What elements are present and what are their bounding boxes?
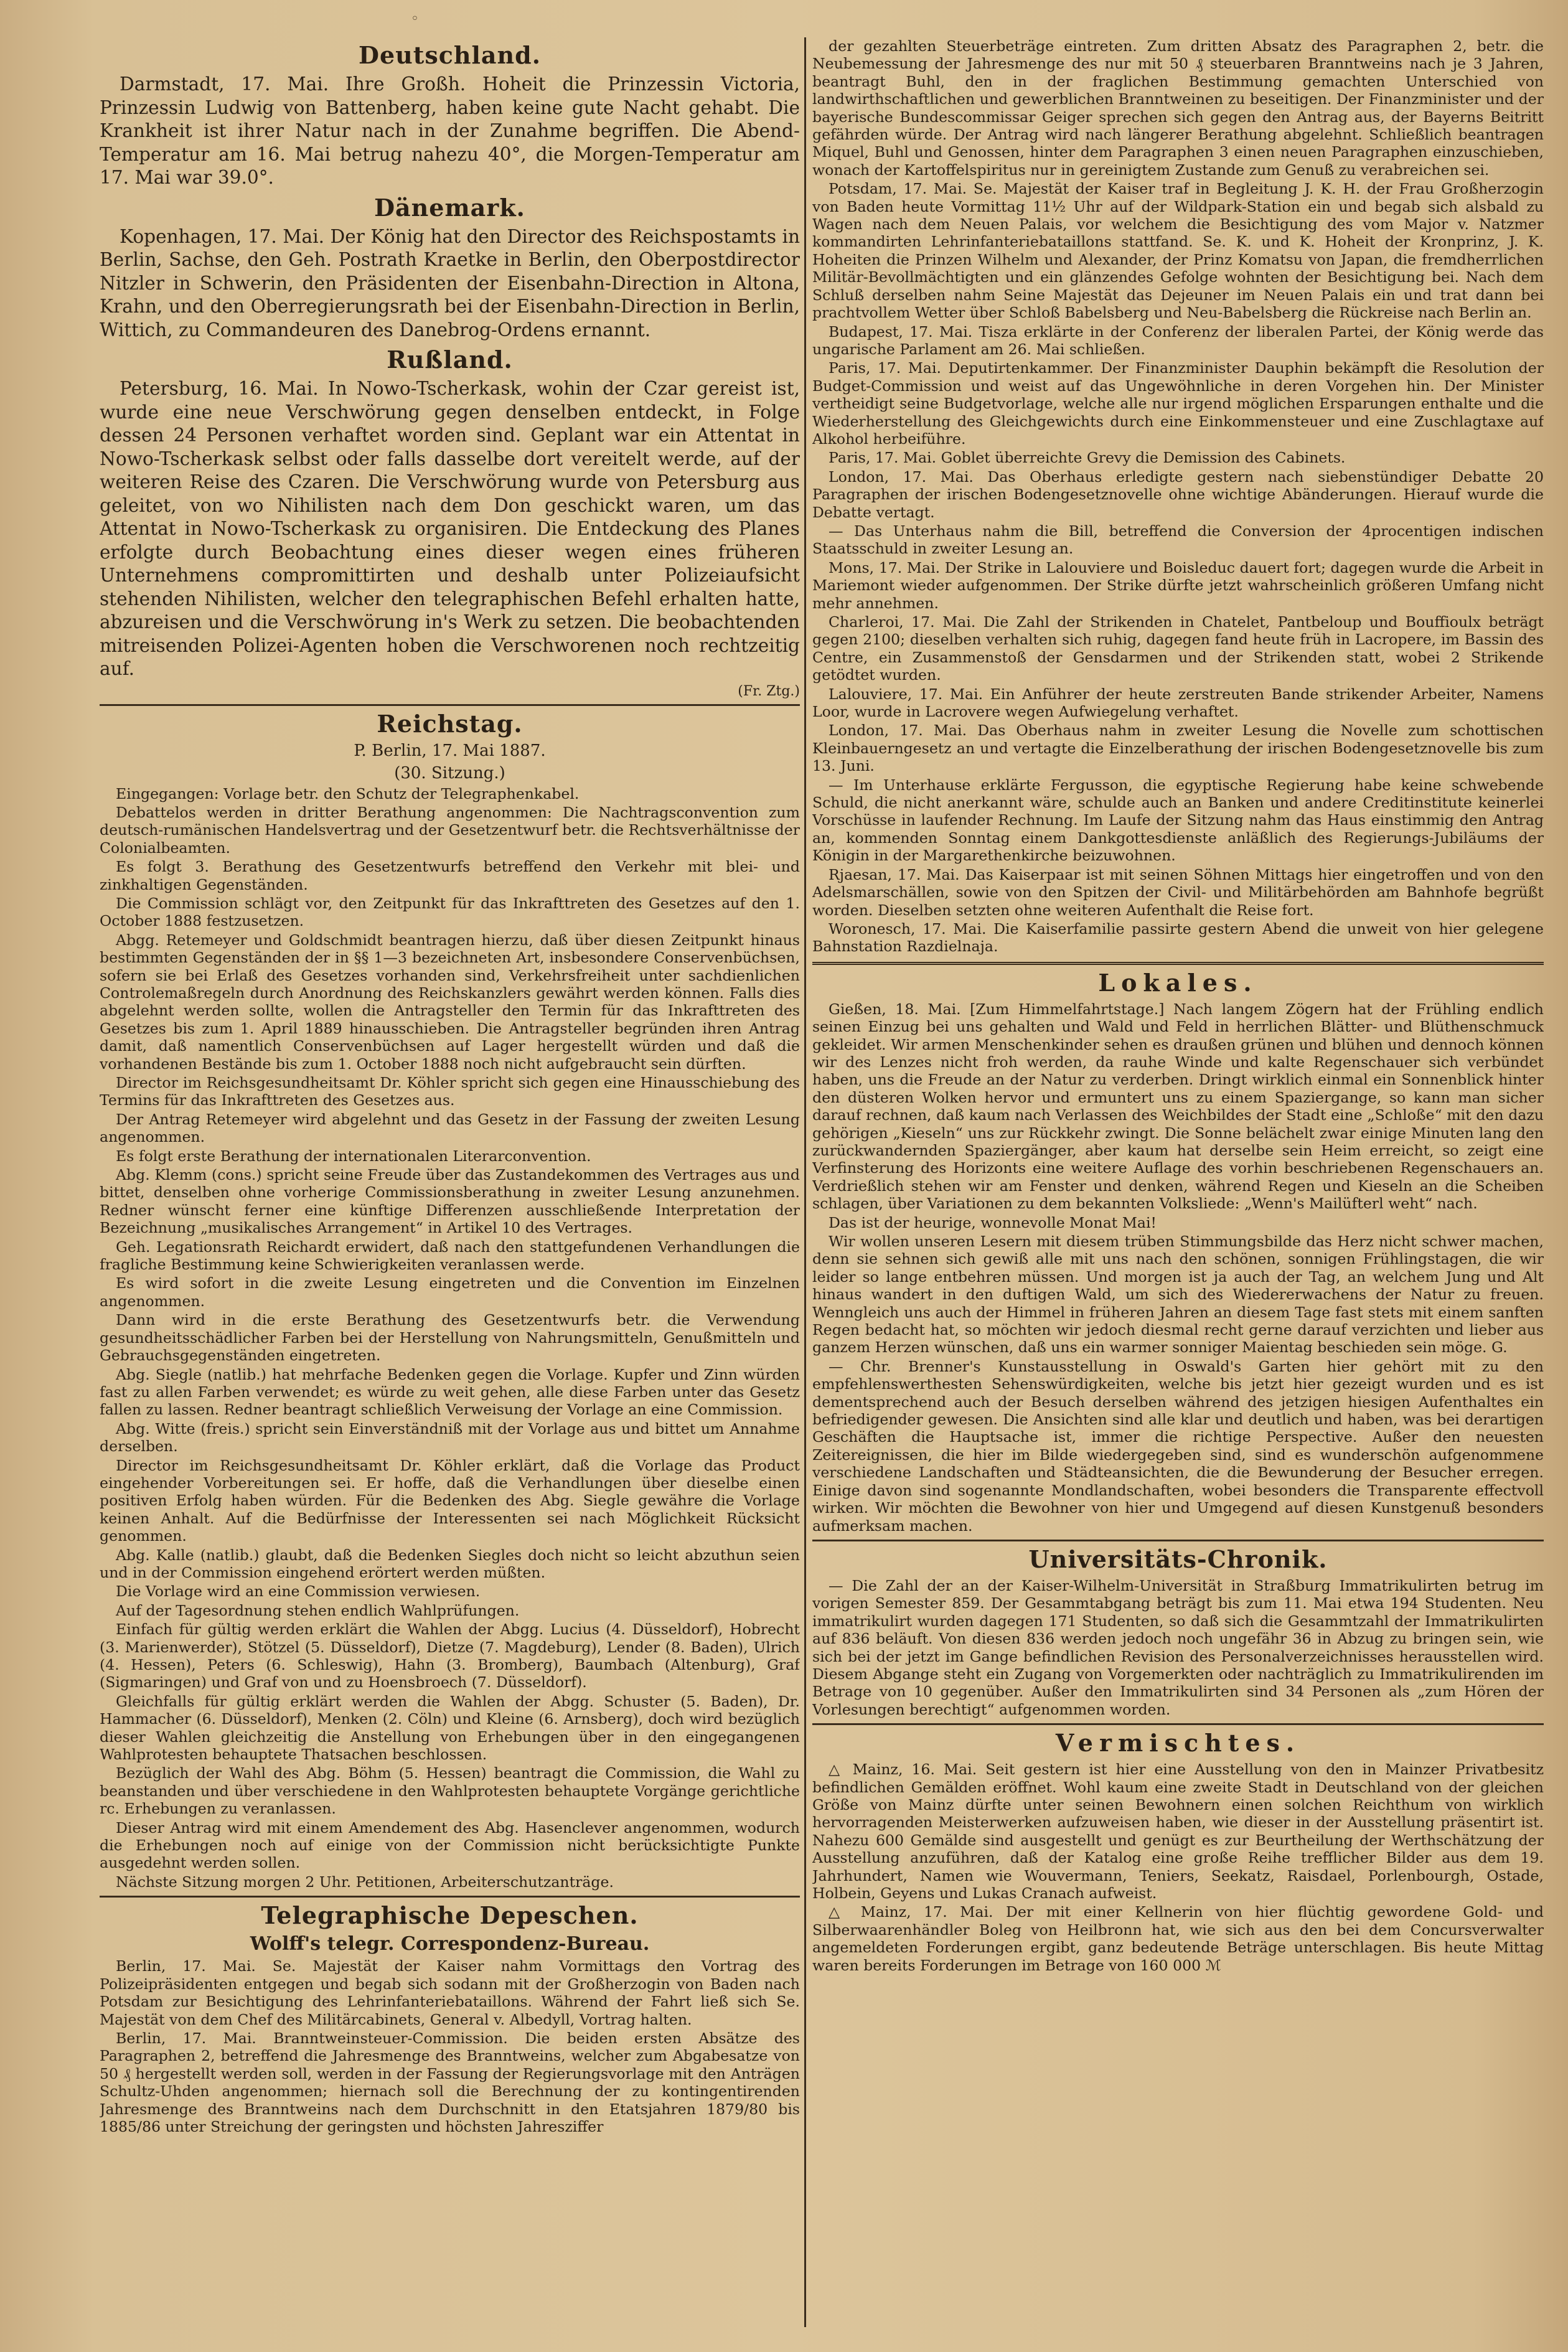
reichstag-body [100,785,800,1891]
heading-deutschland: Deutschland. [359,41,541,69]
paragraph: Berlin, 17. Mai. Branntweinsteuer-Commission. Die beiden ersten Absätze des Paragraphen 2, betreffend die Jahresmenge des Branntweins, welcher zum Abgabesatze von 50 ₰ hergestellt werden soll, werden in der Fassung der Regierungsvorlage mit den Anträgen Schultz-Uhden angenommen; hiernach soll die Berechnung der zu kontingentirenden Jahresmenge des Branntweins nach dem Durchschnitt in den Etatsjahren 1879/80 bis 1885/86 unter Streichung der geringsten und höchsten Jahresziffer [100,2029,800,2135]
paragraph: Dann wird in die erste Berathung des Gesetzentwurfs betr. die Verwendung gesundheitsschädlicher Farben bei der Herstellung von Nahrungsmitteln, Genußmitteln und Gebrauchsgegenständen eingetreten. [100,1311,800,1365]
paragraph: — Das Unterhaus nahm die Bill, betreffend die Conversion der 4procentigen indischen Staatsschuld in zweiter Lesung an. [812,522,1544,558]
paragraph: Gleichfalls für gültig erklärt werden die Wahlen der Abgg. Schuster (5. Baden), Dr. Hammacher (6. Düsseldorf), Menken (2. Cöln) und Kleine (6. Arnsberg), doch wird bezüglich dieser Wahlen gleichzeitig die Anstellung von Erhebungen über in den eingegangenen Wahlprotesten behauptete Thatsachen beschlossen. [100,1692,800,1764]
paragraph: Berlin, 17. Mai. Se. Majestät der Kaiser nahm Vormittags den Vortrag des Polizeipräsidenten entgegen und begab sich sodann mit der Großherzogin von Baden nach Potsdam zur Besichtigung des Lehrinfanteriebataillons. Während der Fahrt ließ sich Se. Majestät von dem Chef des Militärcabinets, General v. Albedyll, Vortrag halten. [100,1957,800,2028]
heading-universitaet: Universitäts-Chronik. [1028,1545,1328,1573]
paragraph: Eingegangen: Vorlage betr. den Schutz der Telegraphenkabel. [116,784,580,802]
paragraph: Wir wollen unseren Lesern mit diesem trüben Stimmungsbilde das Herz nicht schwer machen, denn sie sehnen sich gewiß alle mit uns nach den schönen, sonnigen Frühlingstagen, die wir leider so lange entbehren müssen. Und morgen ist ja auch der Tag, an welchem Jung und Alt hinaus wandert in den duftigen Wald, um sich des Wiedererwachens der Natur zu freuen. Wenngleich uns auch der Himmel in früheren Jahren an diesem Tage fast stets mit einem sanften Regen bedacht hat, so möchten wir jedoch diesmal recht gerne darauf verzichten und lieber aus ganzem Herzen wünschen, daß uns ein warmer sonniger Maientag beschieden sein möge. G. [812,1233,1544,1357]
paragraph: Rjaesan, 17. Mai. Das Kaiserpaar ist mit seinen Söhnen Mittags hier eingetroffen und von den Adelsmarschällen, sowie von den Spitzen der Civil- und Militärbehörden am Bahnhofe begrüßt worden. Dieselben setzten ohne weiteren Aufenthalt die Reise fort. [812,865,1544,919]
paragraph: Gießen, 18. Mai. [Zum Himmelfahrtstage.] Nach langem Zögern hat der Frühling endlich seinen Einzug bei uns gehalten und Wald und Feld in herrlichen Blätter- und Blüthenschmuck gekleidet. Wir armen Menschenkinder sehen es draußen grünen und blühen und dennoch können wir des Lenzes nicht froh werden, da rauhe Winde und kalte Regenschauer sich verbündet haben, uns die Freude an der Natur zu verderben. Dringt wirklich einmal ein Sonnenblick hinter den düsteren Wolken hervor und ermuntert uns zu einem Spaziergange, so kann man sicher darauf rechnen, daß kaum nach Verlassen des Weichbildes der Stadt eine „Schloße“ mit den dazu gehörigen „Kieseln“ uns zur Rückkehr zwingt. Die Sonne belächelt zwar einige Minuten lang den zurückwandernden Spaziergänger, aber kaum hat derselbe sein Heim erreicht, so zeigt eine Verfinsterung des Horizonts eine weitere Auflage des vorhin beschriebenen Regenschauers an. Verdrießlich stehen wir am Fenster und denken, während Regen und Kieseln an die Scheiben schlagen, über Variationen zu dem bekannten Volksliede: „Wenn's Mailüfterl weht“ nach. [812,1000,1544,1213]
paragraph: Einfach für gültig werden erklärt die Wahlen der Abgg. Lucius (4. Düsseldorf), Hobrecht (3. Marienwerder), Stötzel (5. Düsseldorf), Dietze (7. Magdeburg), Lender (8. Baden), Ulrich (4. Hessen), Peters (6. Schleswig), Hahn (3. Bromberg), Baumbach (Altenburg), Graf (Sigmaringen) und Graf von und zu Hoensbroech (7. Düsseldorf). [100,1621,800,1691]
page-mark: ◦ [411,11,419,27]
lokales-body [812,1000,1544,1535]
heading-telegraphen: Telegraphische Depeschen. [261,1901,639,1930]
paragraph: Abg. Kalle (natlib.) glaubt, daß die Bedenken Siegles doch nicht so leicht abzuthun seien und in der Commission eingehend erörtert werden müßten. [100,1546,800,1581]
paragraph: Auf der Tagesordnung stehen endlich Wahlprüfungen. [116,1601,520,1619]
subheading-wolff: Wolff's telegr. Correspondenz-Bureau. [250,1933,650,1955]
section-telegraphen-cont [812,37,1544,956]
vermischtes-body [812,1761,1544,1974]
paragraph: Potsdam, 17. Mai. Se. Majestät der Kaiser traf in Begleitung J. K. H. der Frau Großherzogin von Baden heute Vormittag 11½ Uhr auf der Wildpark-Station ein und begab sich alsbald zu Wagen nach dem Neuen Palais, vor welchem die Besichtigung des vom Major v. Natzmer kommandirten Lehrinfanteriebataillons stattfand. Se. K. und K. Hoheit der Kronprinz, J. K. Hoheiten die Prinzen Wilhelm und Alexander, der Prinz Komatsu von Japan, die fremdherrlichen Militär-Bevollmächtigten und ein glänzendes Gefolge wohnten der Besichtigung bei. Nach dem Schluß derselben nahm Seine Majestät das Dejeuner im Neuen Palais ein und trat dann bei prachtvollem Wetter über Schloß Babelsberg und Neu-Babelsberg die Rückreise nach Berlin an. [812,180,1544,322]
paragraph: Director im Reichsgesundheitsamt Dr. Köhler spricht sich gegen eine Hinausschiebung des Termins für das Inkrafttreten des Gesetzes aus. [100,1074,800,1109]
paragraph: Die Vorlage wird an eine Commission verwiesen. [116,1583,481,1601]
paragraph: Das ist der heurige, wonnevolle Monat Mai! [829,1213,1157,1231]
reichstag-session: (30. Sitzung.) [394,763,505,783]
paragraph: London, 17. Mai. Das Oberhaus nahm in zweiter Lesung die Novelle zum schottischen Kleinbauerngesetz an und vertagte die Einzelberathung der irischen Bodengesetznovelle bis zum 13. Juni. [812,722,1544,775]
paragraph: Es wird sofort in die zweite Lesung eingetreten und die Convention im Einzelnen angenommen. [100,1274,800,1310]
paragraph: Dieser Antrag wird mit einem Amendement des Abg. Hasenclever angenommen, wodurch die Erhebungen noch auf einige von der Commission nicht berücksichtigte Punkte ausgedehnt werden sollen. [100,1818,800,1872]
heading-daenemark: Dänemark. [374,193,525,222]
paragraph: — Im Unterhause erklärte Fergusson, die egyptische Regierung habe keine schwebende Schuld, die nicht anerkannt wäre, schulde auch an Banken und andere Creditinstitute keinerlei Vorschüsse in laufender Rechnung. Im Laufe der Sitzung nahm das Haus einstimmig den Antrag an, kommenden Sonntag einem Dankgottesdienste anläßlich des Regierungs-Jubiläums der Königin in der Margarethenkirche beizuwohnen. [812,776,1544,865]
universitaet-body [812,1577,1544,1718]
divider [812,962,1544,965]
heading-reichstag: Reichstag. [377,709,523,738]
paragraph: △ Mainz, 16. Mai. Seit gestern ist hier eine Ausstellung von den in Mainzer Privatbesitz befindlichen Gemälden eröffnet. Wohl kaum eine zweite Stadt in Deutschland von der gleichen Größe von Mainz dürfte unter seinen Bewohnern einen solchen Reichthum von wirklich hervorragenden Meisterwerken aufzuweisen haben, wie dieser in der Ausstellung präsentirt ist. Nahezu 600 Gemälde sind ausgestellt und genügt es zur Beurtheilung der Werthschätzung der Ausstellung anzuführen, daß der Katalog eine große Reihe trefflicher Bilder aus dem 19. Jahrhundert, Namen wie Wouvermann, Teniers, Seekatz, Raisdael, Porlenbourgh, Ostade, Holbein, Geyens und Lukas Cranach aufweist. [812,1761,1544,1902]
paragraph: △ Mainz, 17. Mai. Der mit einer Kellnerin von hier flüchtig gewordene Gold- und Silberwaarenhändler Boleg von Heilbronn hat, wie sich aus den bei dem Concursverwalter angemeldeten Forderungen ergibt, ganz bedeutende Beträge unterschlagen. Bis heute Mittag waren bereits Forderungen im Betrage von 160 000 ℳ [812,1903,1544,1974]
paragraph: Abg. Klemm (cons.) spricht seine Freude über das Zustandekommen des Vertrages aus und bittet, denselben ohne vorherige Commissionsberathung in zweiter Lesung anzunehmen. Redner wünscht ferner eine künftige Differenzen ausschließende Interpretation der Bezeichnung „musikalisches Arrangement“ in Artikel 10 des Vertrages. [100,1166,800,1237]
paragraph: London, 17. Mai. Das Oberhaus erledigte gestern nach siebenstündiger Debatte 20 Paragraphen der irischen Bodengesetznovelle ohne wichtige Abänderungen. Hierauf wurde die Debatte vertagt. [812,468,1544,521]
article-darmstadt: Darmstadt, 17. Mai. Ihre Großh. Hoheit die Prinzessin Victoria, Prinzessin Ludwig von Battenberg, haben keine gute Nacht gehabt. Die Krankheit ist ihrer Natur nach in der Zunahme begriffen. Die Abend-Temperatur am 16. Mai betrug nahezu 40°, die Morgen-Temperatur am 17. Mai war 39.0°. [100,73,800,188]
paragraph: Director im Reichsgesundheitsamt Dr. Köhler erklärt, daß die Vorlage das Product eingehender Vorbereitungen sei. Er hoffe, daß die Verhandlungen über dieselbe einen positiven Erfolg haben würden. Für die Bedenken des Abg. Siegle gewähre die Vorlage keinen Anhalt. Auf die Bedürfnisse der Interessenten sei nach Möglichkeit Rücksicht genommen. [100,1456,800,1545]
reichstag-dateline: P. Berlin, 17. Mai 1887. [354,741,546,760]
divider [100,704,800,706]
telegraphen-cont-body [812,37,1544,956]
divider [812,1540,1544,1541]
section-deutschland [100,41,800,190]
article-petersburg: Petersburg, 16. Mai. In Nowo-Tscherkask, wohin der Czar gereist ist, wurde eine neue Verschwörung gegen denselben entdeckt, in Folge dessen 24 Personen verhaftet worden sind. Geplant war ein Attentat in Nowo-Tscherkask selbst oder falls dasselbe dort vereitelt werde, auf der weiteren Reise des Czaren. Die Verschwörung wurde von Petersburg aus geleitet, von wo Nihilisten nach dem Don geschickt waren, um das Attentat in Nowo-Tscherkask zu organisiren. Die Entdeckung des Planes erfolgte durch Beobachtung eines dieser wegen eines früheren Unternehmens compromittirten und deshalb unter Polizeiaufsicht stehenden Nihilisten, welcher den telegraphischen Befehl erhalten hatte, abzureisen und die Verschwörung in's Werk zu setzen. Die beobachtenden mitreisenden Polizei-Agenten hoben die Verschworenen noch rechtzeitig auf. [100,378,800,679]
source-note: (Fr. Ztg.) [738,683,800,699]
heading-russland: Rußland. [387,346,513,374]
heading-vermischtes: Vermischtes. [1055,1729,1301,1757]
paragraph: Geh. Legationsrath Reichardt erwidert, daß nach den stattgefundenen Verhandlungen die fragliche Bestimmung keine Schwierigkeiten veranlassen werde. [100,1238,800,1274]
divider [812,1723,1544,1725]
section-universitaet [812,1545,1544,1718]
paragraph: der gezahlten Steuerbeträge eintreten. Zum dritten Absatz des Paragraphen 2, betr. die Neubemessung der Jahresmenge des nur mit 50 ₰ steuerbaren Branntweins nach je 3 Jahren, beantragt Buhl, den in der fraglichen Bestimmung gemachten Unterschied von landwirthschaftlichen und gewerblichen Branntweinen zu beseitigen. Der Finanzminister und der bayerische Bundescommissar Geiger sprechen sich gegen den Antrag aus, der Bayerns Beitritt gefährden würde. Der Antrag wird nach längerer Berathung abgelehnt. Schließlich beantragen Miquel, Buhl und Genossen, hinter dem Paragraphen 3 einen neuen Paragraphen einzuschieben, wonach der Kartoffelspiritus nur in gereinigtem Zustande zum Genuß zu verabreichen sei. [812,37,1544,179]
heading-lokales: Lokales. [1098,968,1258,997]
paragraph: Es folgt erste Berathung der internationalen Literarconvention. [116,1147,591,1165]
section-reichstag [100,710,800,1891]
paragraph: Die Commission schlägt vor, den Zeitpunkt für das Inkrafttreten des Gesetzes auf den 1. October 1888 festzusetzen. [100,894,800,930]
paragraph: Lalouviere, 17. Mai. Ein Anführer der heute zerstreuten Bande strikender Arbeiter, Namens Loor, wurde in Lacrovere wegen Aufwiegelung verhaftet. [812,685,1544,721]
section-daenemark [100,194,800,342]
paragraph: Abgg. Retemeyer und Goldschmidt beantragen hierzu, daß über diesen Zeitpunkt hinaus bestimmten Gegenständen der in §§ 1—3 bezeichneten Art, insbesondere Conservenbüchsen, sofern sie bei Erlaß des Gesetzes vorhanden sind, Verkehrsfreiheit unter sachdienlichen Controlemaßregeln durch Anordnung des Reichskanzlers gewährt werden können. Falls dies abgelehnt werden sollte, wollen die Antragsteller den Termin für das Inkrafttreten des Gesetzes bis zum 1. April 1889 hinausschieben. Die Antragsteller begründen ihren Antrag damit, daß namentlich Conservenbüchsen auf Lager hergestellt würden und daß die vorhandenen Bestände bis zum 1. October 1888 noch nicht aufgebraucht sein dürften. [100,931,800,1073]
section-lokales [812,969,1544,1535]
column-rule [804,37,806,2327]
paragraph: Abg. Witte (freis.) spricht sein Einverständniß mit der Vorlage aus und bittet um Annahme derselben. [100,1419,800,1456]
paragraph: — Chr. Brenner's Kunstausstellung in Oswald's Garten hier gehört mit zu den empfehlenswerthesten Sehenswürdigkeiten, welche bis jetzt hier gezeigt wurden und es ist dementsprechend auch der Besuch derselben während des jetzigen hiesigen Aufenthaltes ein befriedigender gewesen. Die Ansichten sind alle klar und deutlich und haben, was bei derartigen Geschäften die Hauptsache ist, immer die richtige Perspective. Außer den neuesten Zeitereignissen, die hier im Bilde wiedergegeben sind, sind es wunderschön aufgenommene verschiedene Landschaften und Städteansichten, die die Bewunderung der Besucher erregen. Einige davon sind sogenannte Mondlandschaften, wobei besonders die Transparente effectvoll wirken. Wir möchten die Bewohner von hier und Umgegend auf diesen Kunstgenuß besonders aufmerksam machen. [812,1357,1544,1535]
divider [100,1896,800,1898]
section-vermischtes [812,1729,1544,1974]
paragraph: Mons, 17. Mai. Der Strike in Lalouviere und Boisleduc dauert fort; dagegen wurde die Arbeit in Mariemont wieder aufgenommen. Der Strike dürfte jetzt wahrscheinlich größeren Umfang nicht mehr annehmen. [812,558,1544,612]
telegraphen-body [100,1957,800,2135]
section-russland [100,346,800,699]
paragraph: — Die Zahl der an der Kaiser-Wilhelm-Universität in Straßburg Immatrikulirten betrug im vorigen Semester 859. Der Gesammtabgang beträgt bis zum 11. Mai etwa 194 Studenten. Neu immatrikulirt wurden dagegen 171 Studenten, so daß sich die Gesammtzahl der Immatrikulirten auf 836 beläuft. Von diesen 836 werden jedoch noch ungefähr 36 in Abzug zu bringen sein, wie sich bei der jetzt im Gange befindlichen Revision des Personalverzeichnisses herausstellen wird. Diesem Abgange steht ein Zugang von Vorgemerkten oder nachträglich zu Immatrikulirenden im Betrage von 10 gegenüber. Außer den Immatrikulirten sind 34 Personen als „zum Hören der Vorlesungen berechtigt“ aufgenommen worden. [812,1576,1544,1718]
paragraph: Budapest, 17. Mai. Tisza erklärte in der Conferenz der liberalen Partei, der König werde das ungarische Parlament am 26. Mai schließen. [812,322,1544,358]
section-telegraphen [100,1901,800,2135]
paragraph: Paris, 17. Mai. Deputirtenkammer. Der Finanzminister Dauphin bekämpft die Resolution der Budget-Commission und weist auf das Ungewöhnliche in deren Vorgehen hin. Der Minister vertheidigt seine Budgetvorlage, welche alle nur irgend möglichen Ersparungen enthalte und die Wiederherstellung des Gleichgewichts durch eine Einkommensteuer und eine Zuschlagtaxe auf Alkohol herbeiführe. [812,359,1544,448]
paragraph: Nächste Sitzung morgen 2 Uhr. Petitionen, Arbeiterschutzanträge. [116,1873,614,1891]
paragraph: Es folgt 3. Berathung des Gesetzentwurfs betreffend den Verkehr mit blei- und zinkhaltigen Gegenständen. [100,858,800,893]
paragraph: Charleroi, 17. Mai. Die Zahl der Strikenden in Chatelet, Pantbeloup und Bouffioulx beträgt gegen 2100; dieselben verhalten sich ruhig, dagegen fand heute früh in Lacropere, im Bassin des Centre, ein Zusammenstoß der Gensdarmen und der Strikenden statt, wobei 2 Strikende getödtet wurden. [812,613,1544,684]
paragraph: Paris, 17. Mai. Goblet überreichte Grevy die Demission des Cabinets. [829,449,1346,467]
paragraph: Debattelos werden in dritter Berathung angenommen: Die Nachtragsconvention zum deutsch-rumänischen Handelsvertrag und der Gesetzentwurf betr. die Rechtsverhältnisse der Colonialbeamten. [100,803,800,857]
paragraph: Bezüglich der Wahl des Abg. Böhm (5. Hessen) beantragt die Commission, die Wahl zu beanstanden und über verschiedene in den Wahlprotesten behauptete Vorgänge gerichtliche rc. Erhebungen zu veranlassen. [100,1764,800,1818]
paragraph: Abg. Siegle (natlib.) hat mehrfache Bedenken gegen die Vorlage. Kupfer und Zinn würden fast zu allen Farben verwendet; es würde zu weit gehen, alle diese Farben unter das Gesetz fallen zu lassen. Redner beantragt schließlich Verweisung der Vorlage an eine Commission. [100,1365,800,1419]
paragraph: Woronesch, 17. Mai. Die Kaiserfamilie passirte gestern Abend die unweit von hier gelegene Bahnstation Razdielnaja. [812,920,1544,956]
paragraph: Der Antrag Retemeyer wird abgelehnt und das Gesetz in der Fassung der zweiten Lesung angenommen. [100,1110,800,1146]
left-column [100,37,800,2327]
right-column [812,37,1544,2327]
article-kopenhagen: Kopenhagen, 17. Mai. Der König hat den Director des Reichspostamts in Berlin, Sachse, den Geh. Postrath Kraetke in Berlin, den Oberpostdirector Nitzler in Schwerin, den Präsidenten der Eisenbahn-Direction in Altona, Krahn, und den Oberregierungsrath bei der Eisenbahn-Direction in Berlin, Wittich, zu Commandeuren des Danebrog-Ordens ernannt. [100,225,800,341]
